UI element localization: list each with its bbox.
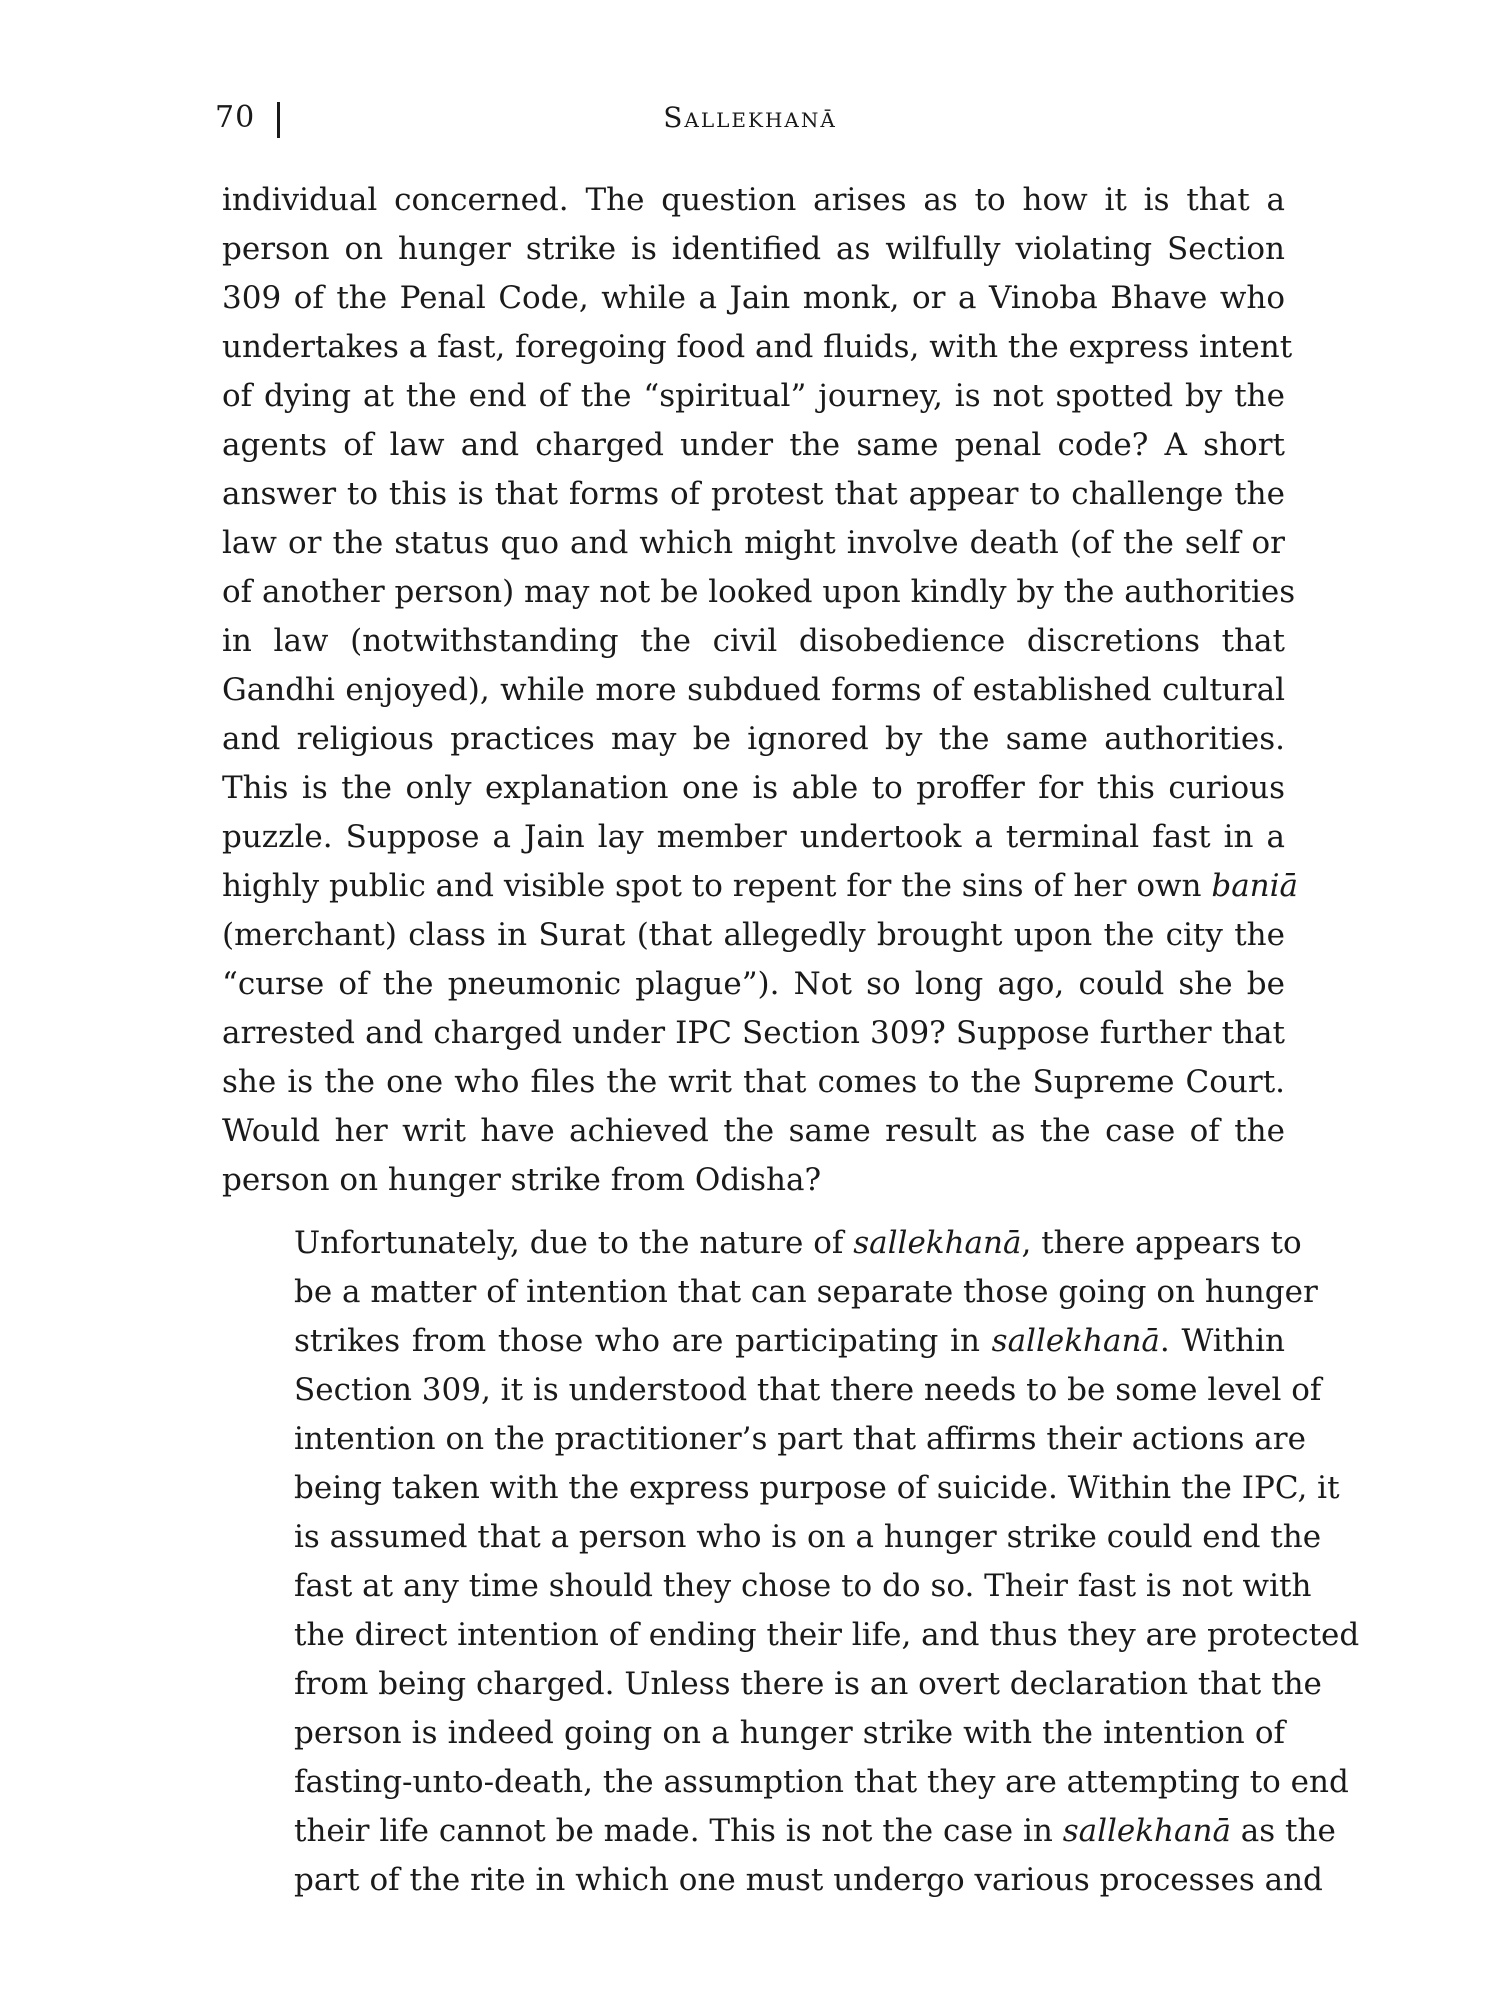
paragraph-1 [222, 176, 1299, 1205]
text-line [222, 274, 1285, 323]
text-line [222, 1058, 1285, 1107]
text-run: arrested and charged under IPC Section 309? Suppose further that [222, 1015, 1285, 1051]
text-run: and religious practices may be ignored by the same authorities. [222, 721, 1285, 757]
text-run: strikes from those who are participating in [294, 1323, 992, 1359]
text-run: Section 309, it is understood that there needs to be some level of [294, 1372, 1322, 1408]
text-line [222, 176, 1285, 225]
text-run: agents of law and charged under the same penal code? A short [222, 427, 1285, 463]
text-line [222, 519, 1285, 568]
paragraph-2 [222, 1219, 1360, 1905]
text-line [222, 1107, 1285, 1156]
text-run: from being charged. Unless there is an overt declaration that the [294, 1666, 1322, 1702]
text-run: their life cannot be made. This is not the case in [294, 1813, 1063, 1849]
body-text [222, 176, 1360, 1905]
text-run: puzzle. Suppose a Jain lay member undertook a terminal fast in a [222, 819, 1285, 855]
text-run: Would her writ have achieved the same result as the case of the [222, 1113, 1285, 1149]
text-line [222, 421, 1285, 470]
text-run: “curse of the pneumonic plague”). Not so long ago, could she be [222, 966, 1285, 1002]
text-run: 309 of the Penal Code, while a Jain monk, or a Vinoba Bhave who [222, 280, 1285, 316]
text-run: intention on the practitioner’s part that affirms their actions are [294, 1421, 1306, 1457]
text-line [222, 715, 1285, 764]
text-run: as the [1230, 1813, 1336, 1849]
text-line [222, 1366, 1322, 1415]
text-run: (merchant) class in Surat (that allegedly brought upon the city the [222, 917, 1285, 953]
text-run: fasting-unto-death, the assumption that they are attempting to end [294, 1764, 1349, 1800]
text-run: . Within [1159, 1323, 1285, 1359]
text-line [222, 960, 1285, 1009]
text-line [222, 1513, 1322, 1562]
text-line [222, 225, 1285, 274]
text-run: highly public and visible spot to repent for the sins of her own [222, 868, 1212, 904]
text-run: the direct intention of ending their life, and thus they are protected [294, 1617, 1360, 1653]
text-line [222, 1709, 1285, 1758]
text-run: in law (notwithstanding the civil disobedience discretions that [222, 623, 1285, 659]
text-line [222, 1758, 1349, 1807]
text-run: is assumed that a person who is on a hunger strike could end the [294, 1519, 1322, 1555]
text-run: she is the one who files the writ that comes to the Supreme Court. [222, 1064, 1285, 1100]
text-run: of another person) may not be looked upon kindly by the authorities [222, 574, 1296, 610]
text-line [222, 1562, 1312, 1611]
text-line [222, 666, 1285, 715]
text-run: individual concerned. The question arises as to how it is that a [222, 182, 1285, 218]
text-run: part of the rite in which one must undergo various processes and [294, 1862, 1323, 1898]
text-line [222, 1807, 1336, 1856]
text-line [222, 1464, 1340, 1513]
text-line [222, 764, 1285, 813]
page-header [215, 98, 1285, 146]
text-line [222, 1660, 1322, 1709]
text-run: answer to this is that forms of protest that appear to challenge the [222, 476, 1285, 512]
text-run: undertakes a fast, foregoing food and fluids, with the express intent [222, 329, 1293, 365]
text-line [222, 1009, 1285, 1058]
text-run: person is indeed going on a hunger strike with the intention of [294, 1715, 1285, 1751]
text-run: person on hunger strike from Odisha? [222, 1162, 822, 1198]
text-line [222, 372, 1285, 421]
italic-term: baniā [1211, 868, 1299, 904]
text-line [222, 617, 1285, 666]
text-run: be a matter of intention that can separate those going on hunger [294, 1274, 1318, 1310]
text-line [222, 470, 1285, 519]
text-run: , there appears to [1021, 1225, 1302, 1261]
text-line [222, 813, 1285, 862]
text-line [222, 862, 1299, 911]
text-run: of dying at the end of the “spiritual” journey, is not spotted by the [222, 378, 1285, 414]
text-line [222, 911, 1285, 960]
text-run: being taken with the express purpose of suicide. Within the IPC, it [294, 1470, 1340, 1506]
text-line [222, 323, 1293, 372]
page-number: 70 [215, 100, 256, 135]
text-line [222, 1317, 1285, 1366]
text-line [222, 1268, 1318, 1317]
text-run: This is the only explanation one is able to proffer for this curious [222, 770, 1285, 806]
text-run: law or the status quo and which might involve death (of the self or [222, 525, 1285, 561]
running-title: Sallekhanā [663, 101, 837, 134]
text-line [222, 1156, 1285, 1205]
text-run: person on hunger strike is identified as wilfully violating Section [222, 231, 1285, 267]
text-run: fast at any time should they chose to do so. Their fast is not with [294, 1568, 1312, 1604]
text-line [222, 1219, 1302, 1268]
text-run: Gandhi enjoyed), while more subdued forms of established cultural [222, 672, 1285, 708]
italic-term: sallekhanā [1062, 1813, 1231, 1849]
italic-term: sallekhanā [853, 1225, 1022, 1261]
text-line [222, 1415, 1306, 1464]
text-run: Unfortunately, due to the nature of [294, 1225, 854, 1261]
text-line [222, 1856, 1323, 1905]
italic-term: sallekhanā [991, 1323, 1160, 1359]
text-line [222, 1611, 1360, 1660]
text-line [222, 568, 1296, 617]
